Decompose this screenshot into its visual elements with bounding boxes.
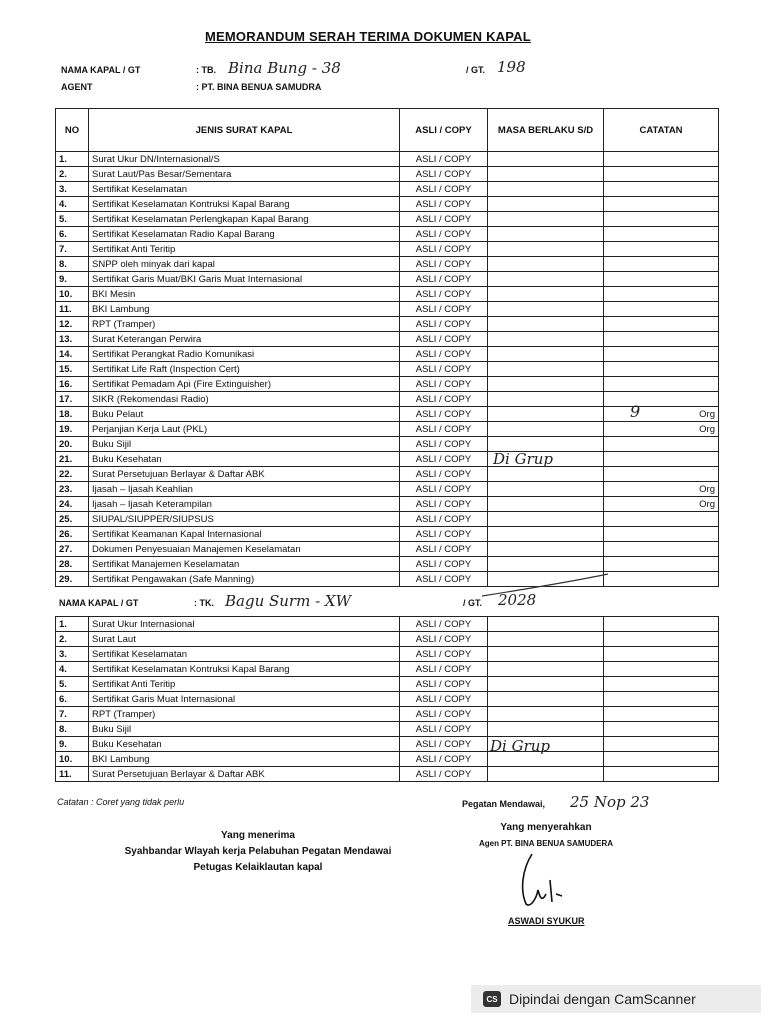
table-row <box>56 692 719 707</box>
table-row <box>56 407 719 422</box>
ship-name-handwritten: Bina Bung - 38 <box>228 59 341 77</box>
table-row <box>56 482 719 497</box>
row-number: 2. <box>56 632 89 647</box>
row-number: 25. <box>56 512 89 527</box>
footnote: Catatan : Coret yang tidak perlu <box>57 797 185 807</box>
row-number: 10. <box>56 752 89 767</box>
masa-berlaku-cell <box>488 362 604 377</box>
document-name: BKI Lambung <box>89 752 400 767</box>
row-number: 11. <box>56 767 89 782</box>
document-name: Sertifikat Garis Muat Internasional <box>89 692 400 707</box>
masa-berlaku-cell <box>488 197 604 212</box>
table-row <box>56 422 719 437</box>
document-name: BKI Mesin <box>89 287 400 302</box>
catatan-cell <box>604 692 719 707</box>
masa-berlaku-cell <box>488 257 604 272</box>
masa-berlaku-cell <box>488 287 604 302</box>
asli-copy-value: ASLI / COPY <box>400 347 488 362</box>
row-number: 2. <box>56 167 89 182</box>
catatan-cell <box>604 677 719 692</box>
row-number: 6. <box>56 692 89 707</box>
document-name: Buku Pelaut <box>89 407 400 422</box>
asli-copy-value: ASLI / COPY <box>400 632 488 647</box>
document-name: Ijasah – Ijasah Keterampilan <box>89 497 400 512</box>
row-number: 9. <box>56 737 89 752</box>
table-row <box>56 257 719 272</box>
document-name: Perjanjian Kerja Laut (PKL) <box>89 422 400 437</box>
row-number: 5. <box>56 677 89 692</box>
catatan-cell <box>604 572 719 587</box>
row-number: 24. <box>56 497 89 512</box>
row-number: 27. <box>56 542 89 557</box>
document-name: RPT (Tramper) <box>89 317 400 332</box>
row-number: 1. <box>56 152 89 167</box>
catatan-cell <box>604 362 719 377</box>
table-row <box>56 197 719 212</box>
masa-berlaku-cell <box>488 497 604 512</box>
row-number: 5. <box>56 212 89 227</box>
row-number: 10. <box>56 287 89 302</box>
masa-berlaku-cell <box>488 227 604 242</box>
masa-berlaku-cell <box>488 512 604 527</box>
row-number: 13. <box>56 332 89 347</box>
document-name: Sertifikat Keamanan Kapal Internasional <box>89 527 400 542</box>
gt-label: / GT. <box>466 65 486 75</box>
catatan-cell <box>604 737 719 752</box>
giver-line-2: Agen PT. BINA BENUA SAMUDERA <box>478 839 614 848</box>
asli-copy-value: ASLI / COPY <box>400 257 488 272</box>
table-row <box>56 707 719 722</box>
documents-table-2 <box>55 616 719 782</box>
asli-copy-value: ASLI / COPY <box>400 242 488 257</box>
catatan-cell <box>604 212 719 227</box>
ship-name-prefix: : TB. <box>196 65 216 75</box>
catatan-cell <box>604 302 719 317</box>
table-row <box>56 737 719 752</box>
row-number: 18. <box>56 407 89 422</box>
document-name: Sertifikat Keselamatan Kontruksi Kapal Barang <box>89 662 400 677</box>
agent-value: : PT. BINA BENUA SAMUDRA <box>196 82 322 92</box>
row-number: 3. <box>56 647 89 662</box>
asli-copy-value: ASLI / COPY <box>400 482 488 497</box>
catatan-cell <box>604 347 719 362</box>
camscanner-icon: CS <box>483 991 501 1007</box>
asli-copy-value: ASLI / COPY <box>400 212 488 227</box>
masa-berlaku-cell <box>488 422 604 437</box>
catatan-cell <box>604 542 719 557</box>
asli-copy-value: ASLI / COPY <box>400 662 488 677</box>
table-row <box>56 617 719 632</box>
giver-name: ASWADI SYUKUR <box>508 916 585 926</box>
asli-copy-value: ASLI / COPY <box>400 182 488 197</box>
document-name: Buku Sijil <box>89 437 400 452</box>
asli-copy-value: ASLI / COPY <box>400 197 488 212</box>
asli-copy-value: ASLI / COPY <box>400 152 488 167</box>
table-row <box>56 437 719 452</box>
ship2-name-prefix: : TK. <box>194 598 214 608</box>
masa-berlaku-cell <box>488 542 604 557</box>
table-row <box>56 677 719 692</box>
agent-label: AGENT <box>61 82 93 92</box>
row-number: 17. <box>56 392 89 407</box>
asli-copy-value: ASLI / COPY <box>400 752 488 767</box>
table-row <box>56 647 719 662</box>
table-row <box>56 347 719 362</box>
document-name: SIKR (Rekomendasi Radio) <box>89 392 400 407</box>
masa-berlaku-cell <box>488 407 604 422</box>
asli-copy-value: ASLI / COPY <box>400 707 488 722</box>
catatan-cell: Org <box>604 407 719 422</box>
signature <box>510 850 580 910</box>
document-name: Buku Kesehatan <box>89 452 400 467</box>
catatan-cell: Org <box>604 422 719 437</box>
document-name: Sertifikat Pemadam Api (Fire Extinguisher) <box>89 377 400 392</box>
row-number: 1. <box>56 617 89 632</box>
masa-berlaku-cell <box>488 767 604 782</box>
asli-copy-value: ASLI / COPY <box>400 767 488 782</box>
table-row <box>56 332 719 347</box>
row-number: 19. <box>56 422 89 437</box>
table-header-row <box>56 109 719 152</box>
masa-berlaku-cell <box>488 152 604 167</box>
asli-copy-value: ASLI / COPY <box>400 542 488 557</box>
masa-berlaku-cell <box>488 662 604 677</box>
table-row <box>56 722 719 737</box>
document-name: Sertifikat Keselamatan <box>89 647 400 662</box>
document-name: Sertifikat Perangkat Radio Komunikasi <box>89 347 400 362</box>
document-name: Sertifikat Life Raft (Inspection Cert) <box>89 362 400 377</box>
catatan-cell <box>604 317 719 332</box>
header-masa-berlaku-text: MASA BERLAKU S/D <box>497 124 594 136</box>
masa-berlaku-cell <box>488 347 604 362</box>
asli-copy-value: ASLI / COPY <box>400 437 488 452</box>
table-row <box>56 272 719 287</box>
header-asli-copy: ASLI / COPY <box>400 109 488 152</box>
gt2-handwritten: 2028 <box>498 591 537 609</box>
table-row <box>56 377 719 392</box>
catatan-cell <box>604 647 719 662</box>
table-row <box>56 452 719 467</box>
table-row <box>56 467 719 482</box>
catatan-cell <box>604 182 719 197</box>
table-row <box>56 287 719 302</box>
row-number: 29. <box>56 572 89 587</box>
document-name: Surat Keterangan Perwira <box>89 332 400 347</box>
row-number: 22. <box>56 467 89 482</box>
catatan-cell <box>604 557 719 572</box>
asli-copy-value: ASLI / COPY <box>400 557 488 572</box>
catatan-cell <box>604 152 719 167</box>
masa-berlaku-cell <box>488 722 604 737</box>
table-row <box>56 302 719 317</box>
masa-berlaku-cell <box>488 377 604 392</box>
row-number: 15. <box>56 362 89 377</box>
masa-berlaku-cell <box>488 212 604 227</box>
catatan-cell <box>604 722 719 737</box>
masa-berlaku-cell <box>488 482 604 497</box>
document-title: MEMORANDUM SERAH TERIMA DOKUMEN KAPAL <box>205 29 531 44</box>
date-handwritten: 25 Nop 23 <box>570 793 650 811</box>
masa-berlaku-cell <box>488 707 604 722</box>
table-row <box>56 512 719 527</box>
table-row <box>56 557 719 572</box>
asli-copy-value: ASLI / COPY <box>400 407 488 422</box>
document-name: Surat Persetujuan Berlayar & Daftar ABK <box>89 467 400 482</box>
asli-copy-value: ASLI / COPY <box>400 467 488 482</box>
document-name: Buku Kesehatan <box>89 737 400 752</box>
asli-copy-value: ASLI / COPY <box>400 647 488 662</box>
masa-berlaku-cell <box>488 677 604 692</box>
document-name: Sertifikat Keselamatan <box>89 182 400 197</box>
catatan-cell <box>604 512 719 527</box>
crew-count-handwritten: 9 <box>630 402 641 421</box>
document-name: BKI Lambung <box>89 302 400 317</box>
table-row <box>56 182 719 197</box>
catatan-cell <box>604 452 719 467</box>
document-name: SNPP oleh minyak dari kapal <box>89 257 400 272</box>
table-row <box>56 362 719 377</box>
document-name: Sertifikat Keselamatan Kontruksi Kapal Barang <box>89 197 400 212</box>
asli-copy-value: ASLI / COPY <box>400 272 488 287</box>
row-number: 26. <box>56 527 89 542</box>
asli-copy-value: ASLI / COPY <box>400 167 488 182</box>
catatan-cell <box>604 287 719 302</box>
camscanner-watermark <box>471 985 761 1013</box>
header-catatan: CATATAN <box>604 109 719 152</box>
document-name: Surat Ukur Internasional <box>89 617 400 632</box>
masa-berlaku-cell <box>488 632 604 647</box>
asli-copy-value: ASLI / COPY <box>400 362 488 377</box>
row-number: 16. <box>56 377 89 392</box>
row-number: 7. <box>56 242 89 257</box>
asli-copy-value: ASLI / COPY <box>400 287 488 302</box>
document-name: RPT (Tramper) <box>89 707 400 722</box>
asli-copy-value: ASLI / COPY <box>400 497 488 512</box>
gt-handwritten: 198 <box>497 58 526 76</box>
row-number: 6. <box>56 227 89 242</box>
document-name: Ijasah – Ijasah Keahlian <box>89 482 400 497</box>
document-name: Buku Sijil <box>89 722 400 737</box>
table-row <box>56 767 719 782</box>
catatan-cell: Org <box>604 482 719 497</box>
row-number: 11. <box>56 302 89 317</box>
row-number: 8. <box>56 257 89 272</box>
masa-berlaku-cell <box>488 272 604 287</box>
masa-berlaku-cell <box>488 467 604 482</box>
header-masa-berlaku <box>488 109 604 152</box>
row-number: 3. <box>56 182 89 197</box>
catatan-cell <box>604 242 719 257</box>
receiver-line-1: Yang menerima <box>221 830 295 841</box>
asli-copy-value: ASLI / COPY <box>400 722 488 737</box>
ship-name-label: NAMA KAPAL / GT <box>61 65 141 75</box>
table-row <box>56 752 719 767</box>
masa-berlaku-cell <box>488 332 604 347</box>
document-name: Sertifikat Anti Teritip <box>89 677 400 692</box>
masa-berlaku-cell <box>488 302 604 317</box>
document-name: SIUPAL/SIUPPER/SIUPSUS <box>89 512 400 527</box>
header-no: NO <box>56 109 89 152</box>
receiver-line-2: Syahbandar Wlayah kerja Pelabuhan Pegatan Mendawai <box>124 846 392 857</box>
row-number: 4. <box>56 662 89 677</box>
masa-berlaku-note-2: Di Grup <box>490 737 551 755</box>
asli-copy-value: ASLI / COPY <box>400 692 488 707</box>
table-row <box>56 542 719 557</box>
catatan-cell <box>604 662 719 677</box>
asli-copy-value: ASLI / COPY <box>400 317 488 332</box>
asli-copy-value: ASLI / COPY <box>400 617 488 632</box>
row-number: 4. <box>56 197 89 212</box>
document-name: Sertifikat Anti Teritip <box>89 242 400 257</box>
catatan-cell <box>604 767 719 782</box>
table-row <box>56 527 719 542</box>
documents-table-1 <box>55 108 719 587</box>
masa-berlaku-cell <box>488 647 604 662</box>
document-name: Sertifikat Garis Muat/BKI Garis Muat Internasional <box>89 272 400 287</box>
row-number: 21. <box>56 452 89 467</box>
masa-berlaku-cell <box>488 692 604 707</box>
table-row <box>56 662 719 677</box>
asli-copy-value: ASLI / COPY <box>400 677 488 692</box>
catatan-cell <box>604 467 719 482</box>
table-row <box>56 572 719 587</box>
asli-copy-value: ASLI / COPY <box>400 302 488 317</box>
document-name: Dokumen Penyesuaian Manajemen Keselamatan <box>89 542 400 557</box>
table-row <box>56 392 719 407</box>
masa-berlaku-cell <box>488 392 604 407</box>
catatan-cell: Org <box>604 497 719 512</box>
ship2-name-handwritten: Bagu Surm - XW <box>225 592 352 610</box>
document-name: Sertifikat Keselamatan Perlengkapan Kapal Barang <box>89 212 400 227</box>
table-row <box>56 212 719 227</box>
document-name: Surat Laut <box>89 632 400 647</box>
asli-copy-value: ASLI / COPY <box>400 572 488 587</box>
catatan-cell <box>604 197 719 212</box>
asli-copy-value: ASLI / COPY <box>400 422 488 437</box>
place-date-label: Pegatan Mendawai, <box>462 799 546 809</box>
masa-berlaku-cell <box>488 317 604 332</box>
table-row <box>56 497 719 512</box>
asli-copy-value: ASLI / COPY <box>400 512 488 527</box>
asli-copy-value: ASLI / COPY <box>400 737 488 752</box>
catatan-cell <box>604 752 719 767</box>
row-number: 12. <box>56 317 89 332</box>
catatan-cell <box>604 227 719 242</box>
asli-copy-value: ASLI / COPY <box>400 332 488 347</box>
document-name: Sertifikat Manajemen Keselamatan <box>89 557 400 572</box>
asli-copy-value: ASLI / COPY <box>400 527 488 542</box>
row-number: 20. <box>56 437 89 452</box>
table-row <box>56 317 719 332</box>
asli-copy-value: ASLI / COPY <box>400 452 488 467</box>
ship2-name-label: NAMA KAPAL / GT <box>59 598 139 608</box>
document-name: Surat Persetujuan Berlayar & Daftar ABK <box>89 767 400 782</box>
asli-copy-value: ASLI / COPY <box>400 377 488 392</box>
table-row <box>56 167 719 182</box>
catatan-cell <box>604 272 719 287</box>
table-row <box>56 227 719 242</box>
table-row <box>56 242 719 257</box>
catatan-cell <box>604 437 719 452</box>
catatan-cell <box>604 332 719 347</box>
receiver-line-3: Petugas Kelaiklautan kapal <box>193 862 323 873</box>
masa-berlaku-cell <box>488 617 604 632</box>
masa-berlaku-cell <box>488 167 604 182</box>
row-number: 8. <box>56 722 89 737</box>
table-row <box>56 632 719 647</box>
catatan-cell <box>604 257 719 272</box>
catatan-cell <box>604 167 719 182</box>
row-number: 7. <box>56 707 89 722</box>
camscanner-label: Dipindai dengan CamScanner <box>509 991 696 1007</box>
row-number: 9. <box>56 272 89 287</box>
header-jenis-surat: JENIS SURAT KAPAL <box>89 109 400 152</box>
gt2-label: / GT. <box>463 598 483 608</box>
row-number: 28. <box>56 557 89 572</box>
document-name: Surat Ukur DN/Internasional/S <box>89 152 400 167</box>
masa-berlaku-cell <box>488 527 604 542</box>
catatan-cell <box>604 527 719 542</box>
giver-line-1: Yang menyerahkan <box>500 822 592 833</box>
document-name: Sertifikat Pengawakan (Safe Manning) <box>89 572 400 587</box>
receiver-block <box>62 828 454 876</box>
asli-copy-value: ASLI / COPY <box>400 392 488 407</box>
document-name: Sertifikat Keselamatan Radio Kapal Barang <box>89 227 400 242</box>
masa-berlaku-cell <box>488 242 604 257</box>
catatan-cell <box>604 392 719 407</box>
masa-berlaku-note-1: Di Grup <box>493 450 554 468</box>
masa-berlaku-cell <box>488 182 604 197</box>
document-name: Surat Laut/Pas Besar/Sementara <box>89 167 400 182</box>
catatan-cell <box>604 632 719 647</box>
row-number: 14. <box>56 347 89 362</box>
catatan-cell <box>604 377 719 392</box>
table-row <box>56 152 719 167</box>
asli-copy-value: ASLI / COPY <box>400 227 488 242</box>
row-number: 23. <box>56 482 89 497</box>
catatan-cell <box>604 617 719 632</box>
catatan-cell <box>604 707 719 722</box>
